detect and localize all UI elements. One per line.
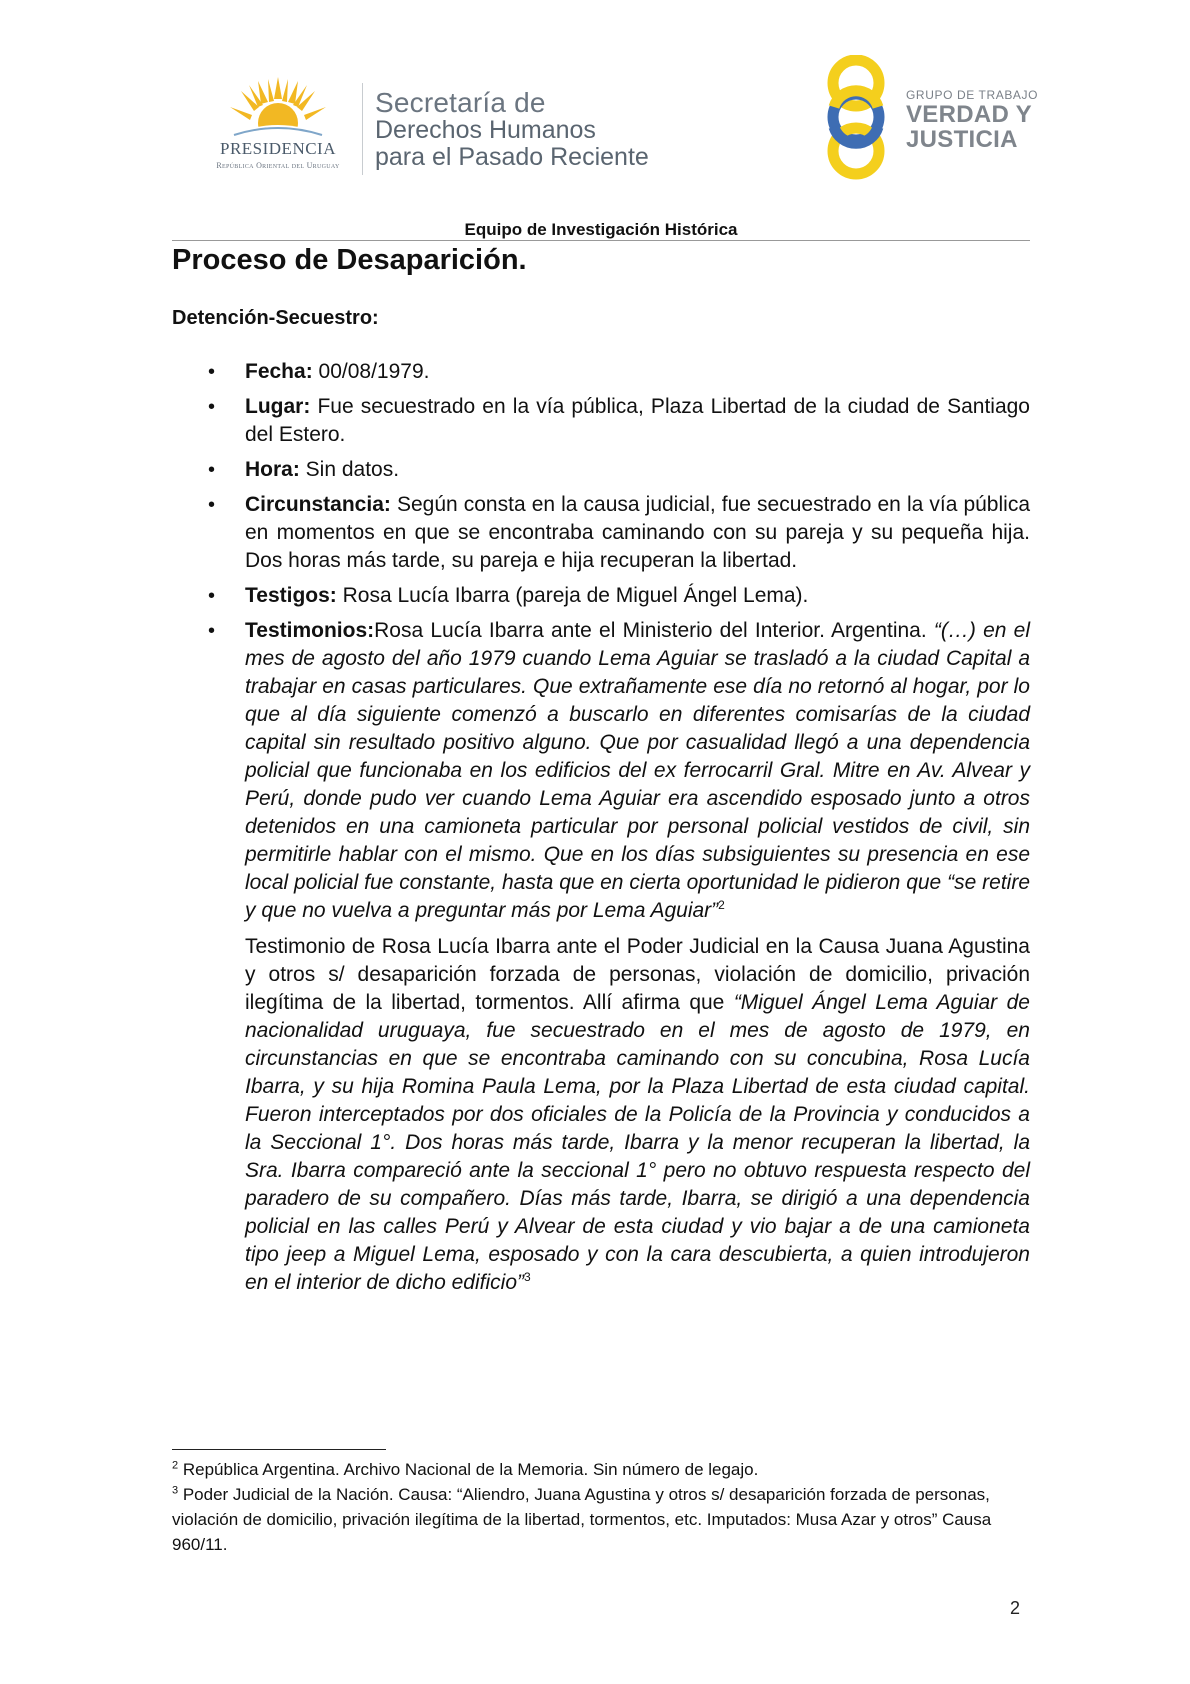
bullet-icon: • [208, 459, 216, 481]
testimony-intro-2: Testimonio de Rosa Lucía Ibarra ante el Poder Judicial en la Causa Juana Agustina y otros s/ desaparición forzada de personas, violación de domicilio, privación ilegítima de la libertad, tormentos. Allí afirma que [245, 935, 1030, 1014]
item-text: Sin datos. [299, 458, 400, 481]
item-label: Circunstancia: [245, 493, 391, 516]
testimony-paragraph-2 [245, 933, 1030, 1297]
item-text: 00/08/1979. [312, 360, 430, 383]
footnote-text: República Argentina. Archivo Nacional de la Memoria. Sin número de legajo. [178, 1460, 759, 1479]
list-item-testigos [172, 582, 1030, 610]
presidencia-logo [198, 77, 358, 177]
list-item-lugar [172, 393, 1030, 449]
item-text: Rosa Lucía Ibarra ante el Ministerio del Interior. Argentina. [374, 619, 927, 642]
item-label: Lugar: [245, 395, 311, 418]
list-item-hora [172, 456, 1030, 484]
item-text: Fue secuestrado en la vía pública, Plaza Libertad de la ciudad de Santiago del Estero. [245, 395, 1030, 446]
section-subtitle: Detención-Secuestro: [172, 307, 379, 329]
testimony-quote-2: “Miguel Ángel Lema Aguiar de nacionalidad uruguaya, fue secuestrado en el mes de agosto de 1979, en circunstancias en que se encontraba caminando con su concubina, Rosa Lucía Ibarra, y su hija Romina Paula Lema, por la Plaza Libertad de esta ciudad capital. Fueron interceptados por dos oficiales de la Policía de la Provincia y conducidos a la Seccional 1°. Dos horas más tarde, Ibarra y la menor recuperan la libertad, la Sra. Ibarra compareció ante la seccional 1° pero no obtuvo respuesta respecto del paradero de su compañero. Días más tarde, Ibarra, se dirigió a una dependencia policial en las calles Perú y Alvear de esta ciudad y vio bajar a de una camioneta tipo jeep a Miguel Lema, esposado y con la cara descubierta, a quien introdujeron en el interior de dicho edificio” [245, 991, 1030, 1294]
footnote-text: Poder Judicial de la Nación. Causa: “Aliendro, Juana Agustina y otros s/ desaparición forzada de personas, violación de domicilio, privación ilegítima de la libertad, tormentos, etc. Imputados: Musa Azar y otros” Causa 960/11. [172, 1485, 992, 1554]
rings-emblem-icon [820, 55, 900, 180]
secretaria-logo-text [375, 89, 649, 171]
bullet-icon: • [208, 396, 216, 418]
secretaria-line-2: Derechos Humanos [375, 116, 596, 144]
page-header [190, 55, 1040, 185]
bullet-icon: • [208, 494, 216, 516]
footnote-3 [172, 1482, 1030, 1557]
footnote-ref-2: 2 [718, 898, 725, 912]
footnotes [172, 1457, 1030, 1557]
secretaria-line-3: para el Pasado Reciente [375, 143, 649, 171]
footnote-ref-3: 3 [524, 1270, 531, 1284]
presidencia-name: PRESIDENCIA [219, 139, 336, 158]
footnote-number: 3 [172, 1484, 179, 1497]
bullet-icon: • [208, 620, 216, 642]
running-head: Equipo de Investigación Histórica [464, 220, 738, 239]
vj-group-label: GRUPO DE TRABAJO [906, 88, 1039, 102]
vj-title [906, 102, 1032, 152]
footnote-2 [172, 1457, 1030, 1482]
verdad-justicia-logo [820, 55, 1040, 180]
list-item-fecha [172, 358, 1030, 386]
item-text: Rosa Lucía Ibarra (pareja de Miguel Ángel Lema). [336, 584, 809, 607]
item-label: Testimonios: [245, 619, 375, 642]
testimony-quote-1: “(…) en el mes de agosto del año 1979 cuando Lema Aguiar se trasladó a la ciudad Capital a trabajar en casas particulares. Que extrañamente ese día no retornó al hogar, por lo que al día siguiente comenzó a buscarlo en diferentes comisarías de la ciudad capital sin resultado positivo alguno. Que por casualidad llegó a una dependencia policial que funcionaba en los edificios del ex ferrocarril Gral. Mitre en Av. Alvear y Perú, donde pudo ver cuando Lema Aguiar era ascendido esposado junto a otros detenidos en una camioneta particular por personal policial vestidos de civil, sin permitirle hablar con el mismo. Que en los días subsiguientes su presencia en ese local policial fue constante, hasta que en cierta oportunidad le pidieron que “se retire y que no vuelva a preguntar más por Lema Aguiar” [245, 619, 1030, 922]
footnote-number: 2 [172, 1459, 179, 1472]
testimony-paragraph-1 [245, 617, 1030, 925]
item-label: Hora: [245, 458, 300, 481]
sun-icon [228, 77, 328, 139]
page-title: Proceso de Desaparición. [172, 244, 527, 276]
bullet-icon: • [208, 361, 216, 383]
list-item-testimonios [172, 617, 1030, 1297]
vj-title-line-2: JUSTICIA [906, 126, 1018, 153]
bullet-icon: • [208, 585, 216, 607]
header-rule [172, 240, 1030, 241]
logo-divider [362, 83, 363, 175]
list-item-circunstancia [172, 491, 1030, 575]
detention-details-list [172, 358, 1030, 1304]
vj-title-line-1: VERDAD Y [906, 101, 1032, 128]
footnote-rule [172, 1449, 386, 1450]
presidencia-subtitle: República Oriental del Uruguay [216, 161, 340, 170]
item-text: Según consta en la causa judicial, fue secuestrado en la vía pública en momentos en que se encontraba caminando con su pareja y su pequeña hija. Dos horas más tarde, su pareja e hija recuperan la libertad. [245, 493, 1030, 572]
item-label: Fecha: [245, 360, 313, 383]
page-number: 2 [1010, 1598, 1021, 1618]
secretaria-line-1: Secretaría de [375, 87, 546, 118]
item-label: Testigos: [245, 584, 337, 607]
